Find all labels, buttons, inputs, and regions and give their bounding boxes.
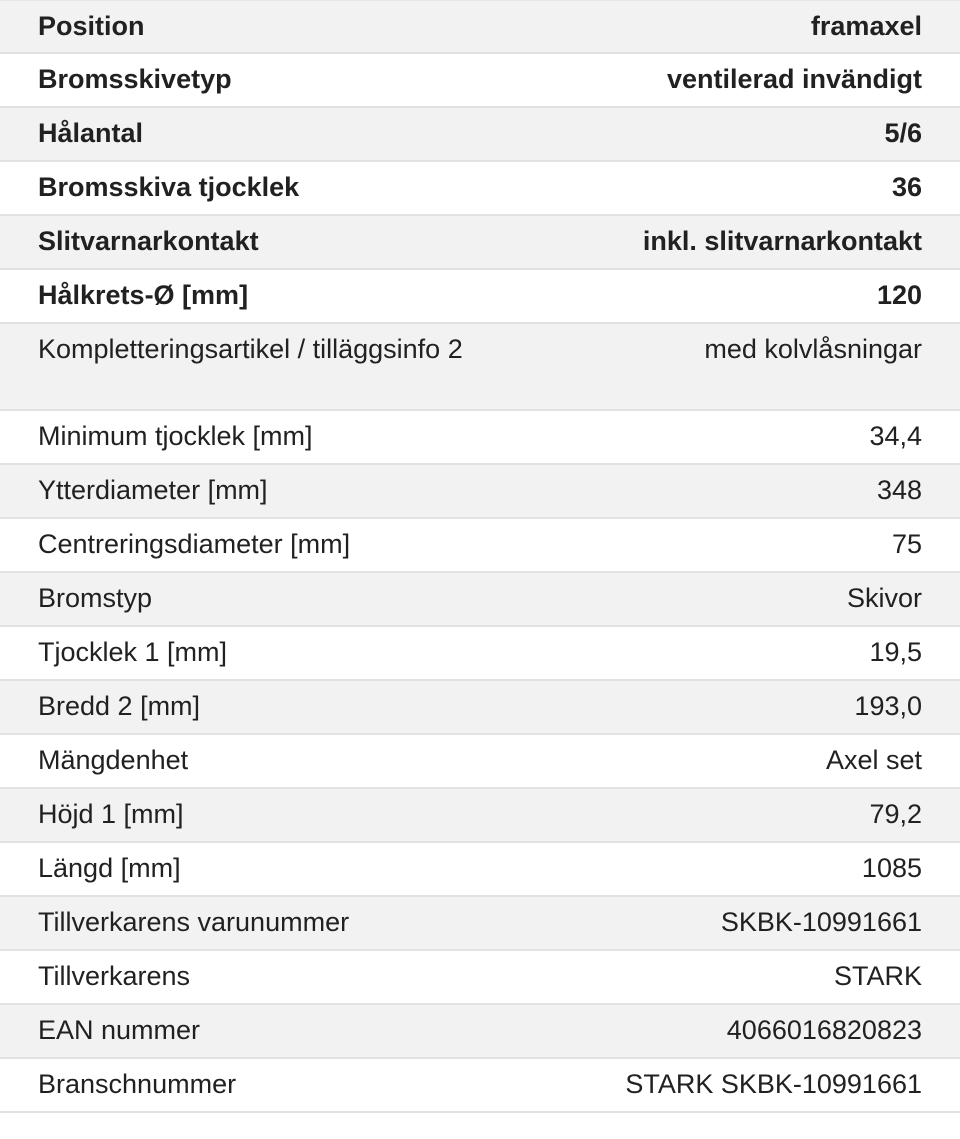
spec-value: inkl. slitvarnarkontakt (642, 226, 922, 256)
spec-label: Branschnummer (38, 1069, 237, 1099)
spec-value: 348 (876, 475, 922, 505)
spec-label: Hålantal (38, 118, 144, 148)
spec-value: SKBK-10991661 (720, 907, 922, 937)
spec-value: 193,0 (854, 691, 922, 721)
spec-row-bromsskiva-tjocklek (0, 162, 960, 216)
spec-row-centreringsdiameter (0, 519, 960, 573)
spec-value: STARK SKBK-10991661 (625, 1069, 922, 1099)
spec-value: 75 (891, 529, 922, 559)
spec-value: framaxel (810, 11, 922, 41)
spec-row-tillverkarens (0, 951, 960, 1005)
spec-label: Bromsskiva tjocklek (38, 172, 300, 202)
spec-row-slitvarnarkontakt (0, 216, 960, 270)
spec-label: Centreringsdiameter [mm] (38, 529, 351, 559)
spec-value: STARK (833, 961, 922, 991)
spec-row-bromsskivetyp (0, 54, 960, 108)
spec-value: 79,2 (869, 799, 922, 829)
spec-row-bredd-2 (0, 681, 960, 735)
spec-label: Bredd 2 [mm] (38, 691, 201, 721)
spec-row-minimum-tjocklek (0, 411, 960, 465)
spec-row-tjocklek-1 (0, 627, 960, 681)
spec-label: Position (38, 11, 145, 41)
spec-value: 36 (891, 172, 922, 202)
spec-value: med kolvlåsningar (704, 334, 922, 364)
spec-value: 1085 (861, 853, 922, 883)
spec-row-mangdenhet (0, 735, 960, 789)
spec-row-tillverkarens-varunummer (0, 897, 960, 951)
spec-row-position (0, 1, 960, 54)
spec-value: ventilerad invändigt (666, 64, 922, 94)
spec-value: 5/6 (884, 118, 922, 148)
spec-row-halkrets (0, 270, 960, 324)
spec-row-bromstyp (0, 573, 960, 627)
spec-value: Axel set (825, 745, 922, 775)
spec-row-kompletteringsartikel (0, 324, 960, 411)
spec-value: Skivor (846, 583, 922, 613)
spec-row-ytterdiameter (0, 465, 960, 519)
spec-row-langd (0, 843, 960, 897)
spec-row-hojd-1 (0, 789, 960, 843)
spec-label: Bromstyp (38, 583, 153, 613)
spec-row-halantal (0, 108, 960, 162)
spec-value: 19,5 (869, 637, 922, 667)
spec-label: Mängdenhet (38, 745, 189, 775)
spec-label: Minimum tjocklek [mm] (38, 421, 313, 451)
spec-label: Hålkrets-Ø [mm] (38, 280, 249, 310)
spec-label: EAN nummer (38, 1015, 201, 1045)
spec-label: Kompletteringsartikel / tilläggsinfo 2 (38, 334, 463, 364)
spec-label: Längd [mm] (38, 853, 181, 883)
spec-label: Tillverkarens (38, 961, 191, 991)
spec-row-ean-nummer (0, 1005, 960, 1059)
spec-row-branschnummer (0, 1059, 960, 1113)
spec-value: 4066016820823 (726, 1015, 922, 1045)
spec-label: Bromsskivetyp (38, 64, 232, 94)
spec-value: 34,4 (869, 421, 922, 451)
spec-label: Tjocklek 1 [mm] (38, 637, 228, 667)
spec-label: Ytterdiameter [mm] (38, 475, 268, 505)
spec-label: Tillverkarens varunummer (38, 907, 350, 937)
spec-label: Slitvarnarkontakt (38, 226, 259, 256)
spec-value: 120 (876, 280, 922, 310)
spec-label: Höjd 1 [mm] (38, 799, 184, 829)
